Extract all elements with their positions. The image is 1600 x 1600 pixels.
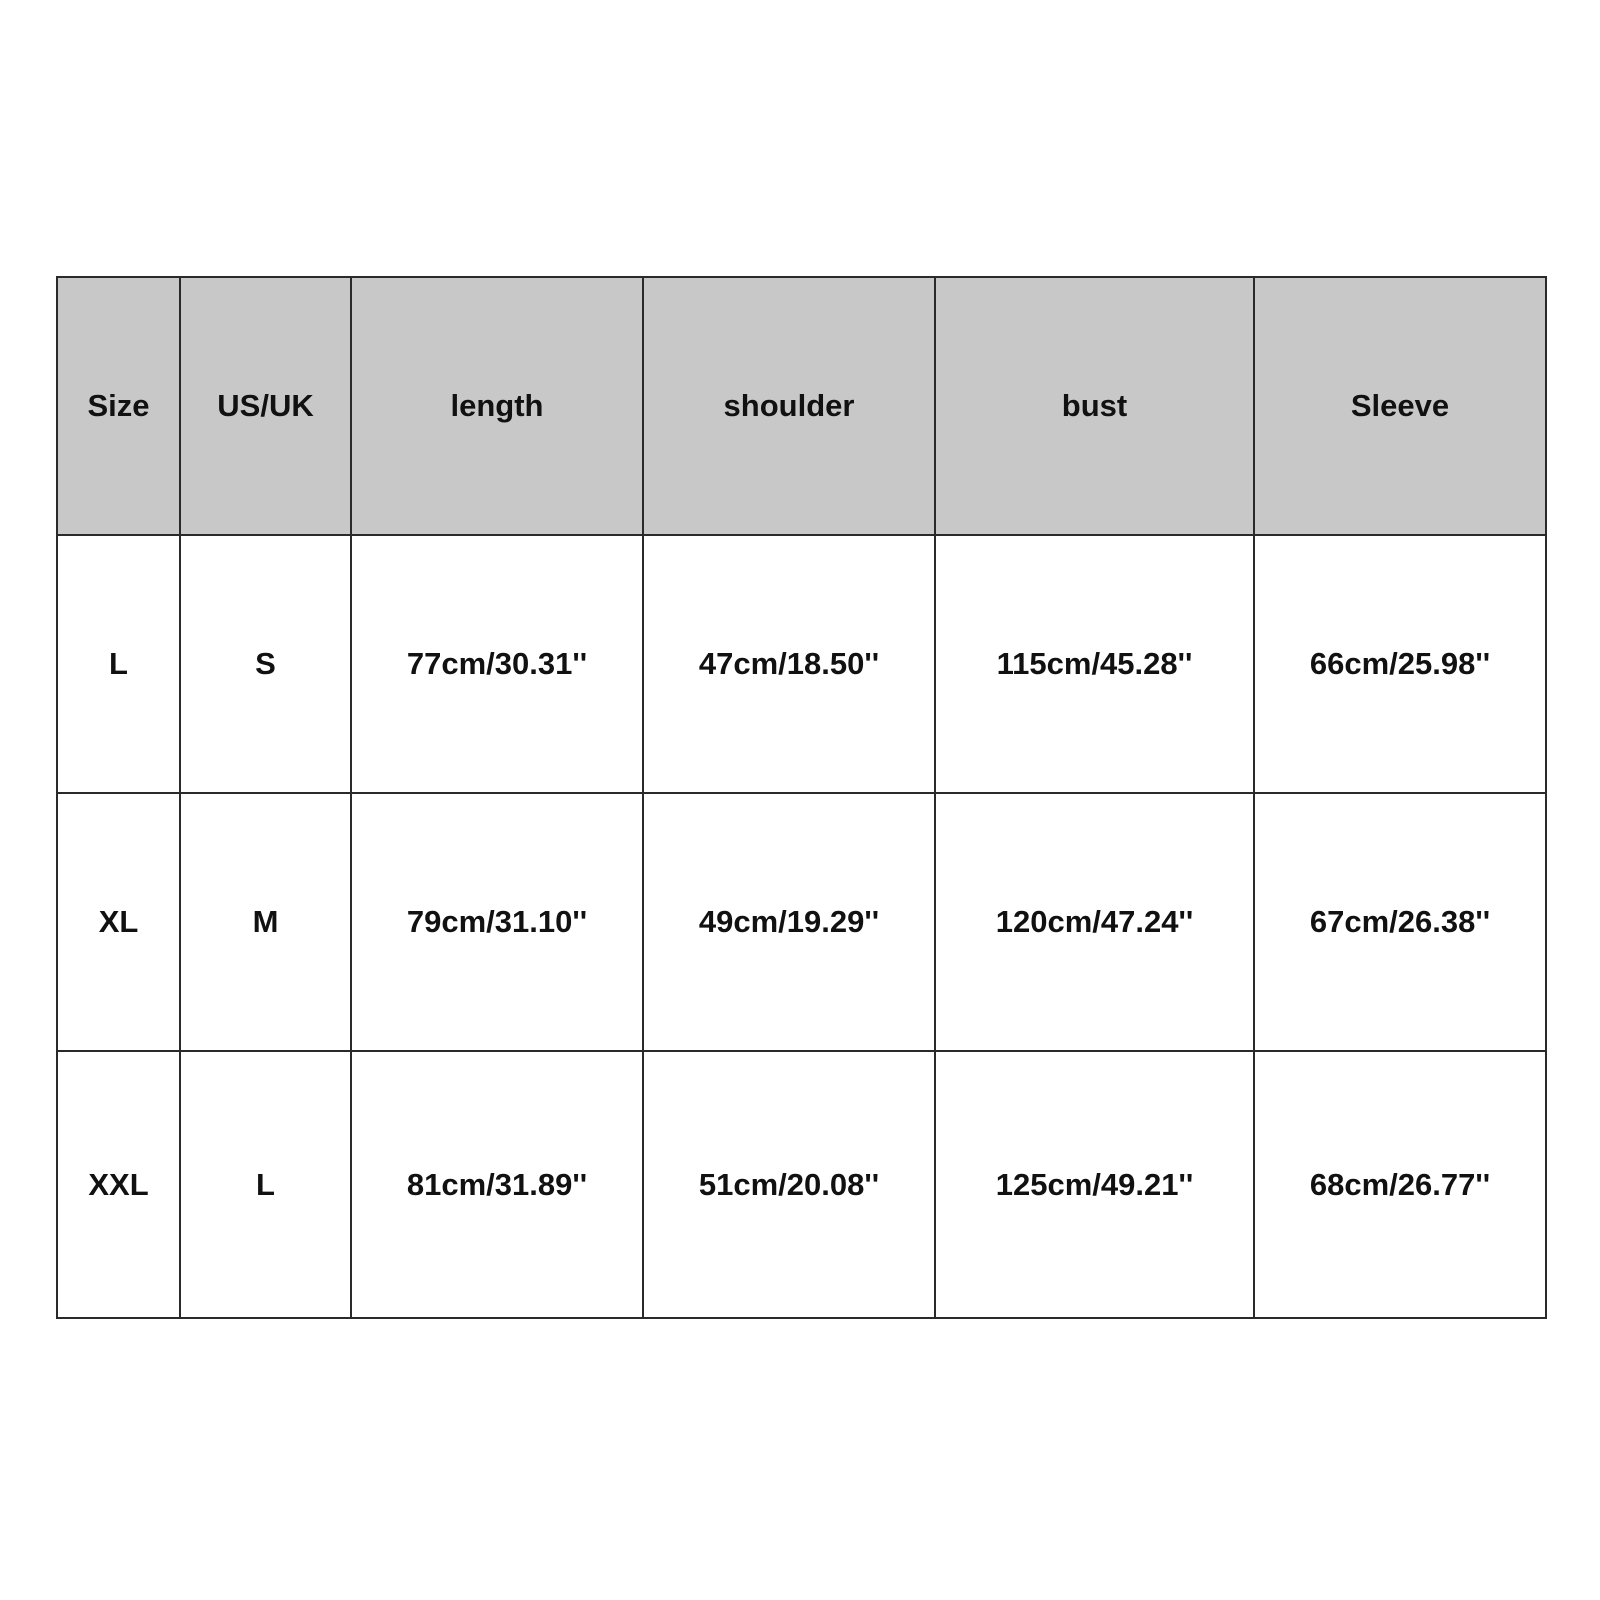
cell-shoulder: 51cm/20.08'' [643, 1051, 935, 1318]
table-row [57, 793, 1546, 1051]
cell-bust: 125cm/49.21'' [935, 1051, 1254, 1318]
header-length: length [351, 277, 643, 535]
cell-length: 81cm/31.89'' [351, 1051, 643, 1318]
size-chart-table [56, 276, 1547, 1319]
cell-size: L [57, 535, 180, 793]
size-chart-body [57, 535, 1546, 1318]
cell-us-uk: L [180, 1051, 351, 1318]
cell-sleeve: 68cm/26.77'' [1254, 1051, 1546, 1318]
cell-length: 79cm/31.10'' [351, 793, 643, 1051]
cell-bust: 120cm/47.24'' [935, 793, 1254, 1051]
cell-size: XL [57, 793, 180, 1051]
cell-length: 77cm/30.31'' [351, 535, 643, 793]
cell-sleeve: 67cm/26.38'' [1254, 793, 1546, 1051]
table-row [57, 1051, 1546, 1318]
cell-us-uk: S [180, 535, 351, 793]
cell-sleeve: 66cm/25.98'' [1254, 535, 1546, 793]
header-row [57, 277, 1546, 535]
cell-shoulder: 47cm/18.50'' [643, 535, 935, 793]
size-chart-header [57, 277, 1546, 535]
header-size: Size [57, 277, 180, 535]
header-bust: bust [935, 277, 1254, 535]
header-shoulder: shoulder [643, 277, 935, 535]
header-us-uk: US/UK [180, 277, 351, 535]
table-row [57, 535, 1546, 793]
cell-size: XXL [57, 1051, 180, 1318]
cell-us-uk: M [180, 793, 351, 1051]
cell-bust: 115cm/45.28'' [935, 535, 1254, 793]
cell-shoulder: 49cm/19.29'' [643, 793, 935, 1051]
header-sleeve: Sleeve [1254, 277, 1546, 535]
